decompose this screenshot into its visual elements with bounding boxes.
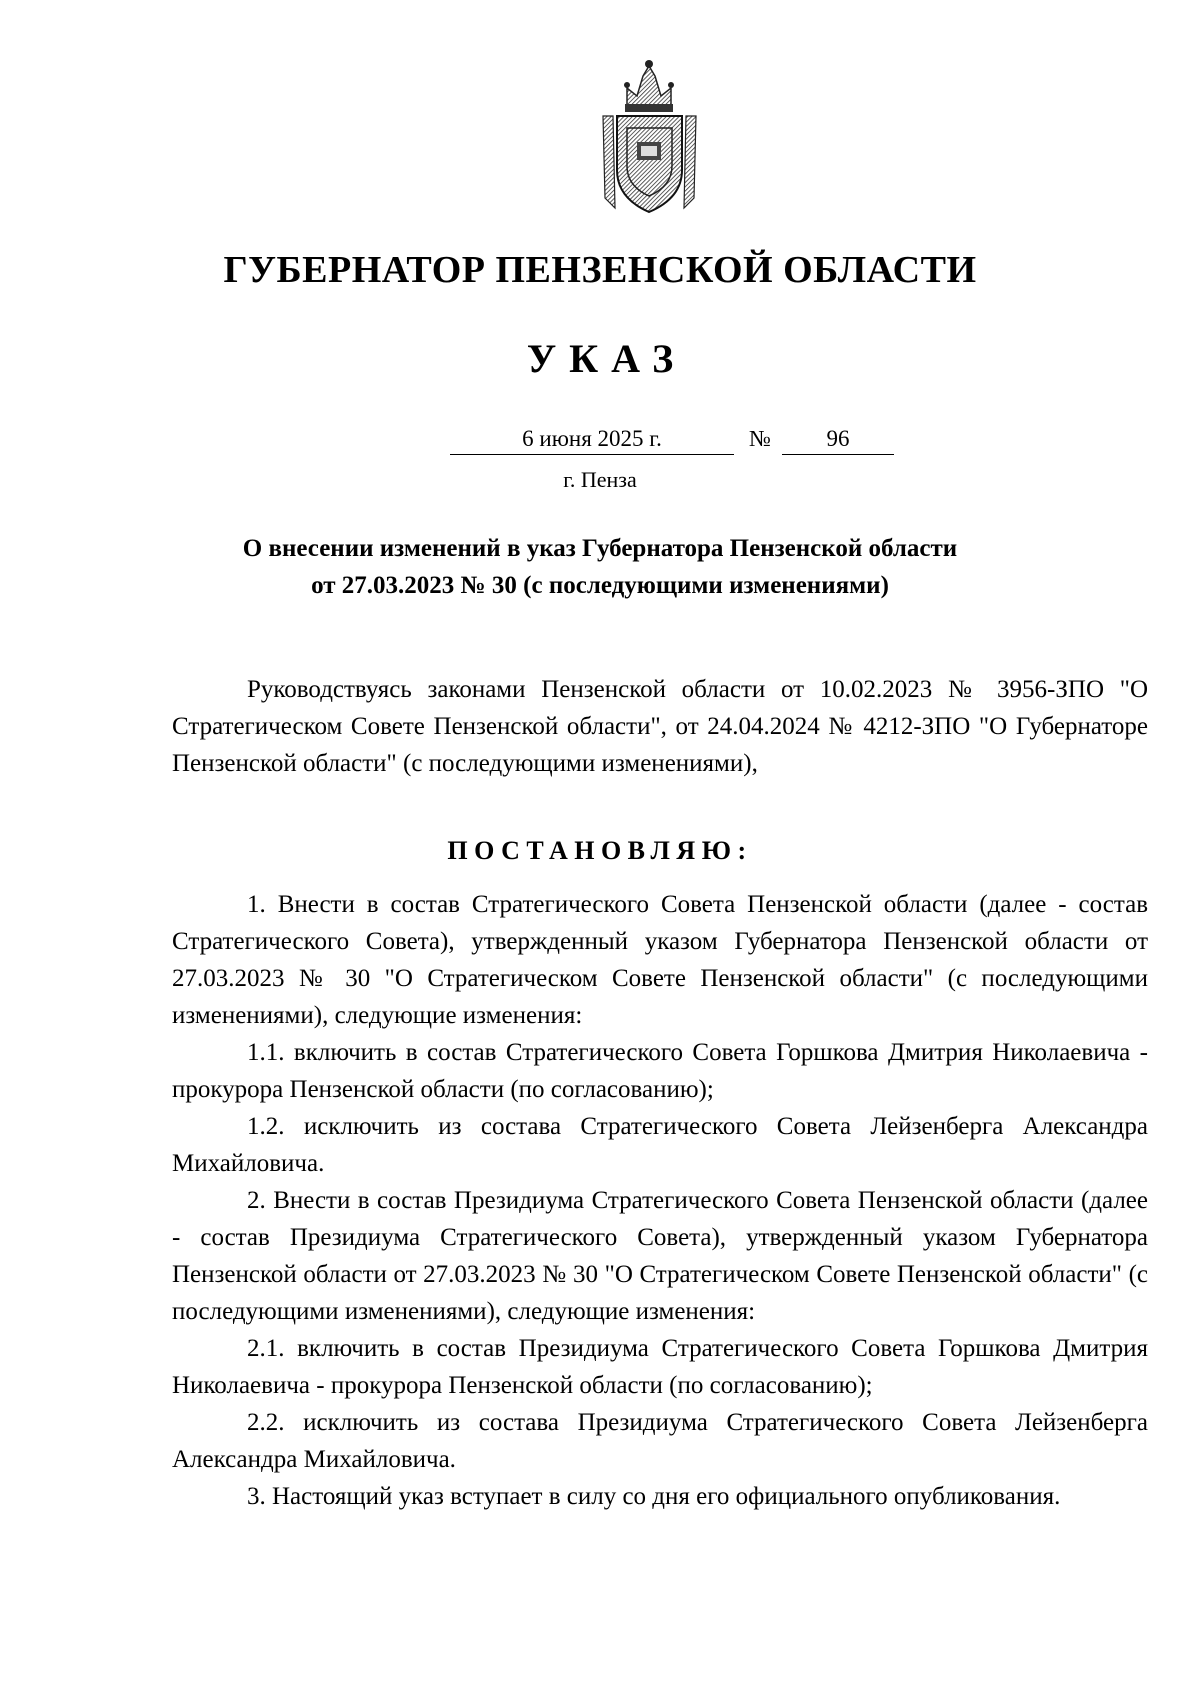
clause-1-2: 1.2. исключить из состава Стратегического Совета Лейзенберга Александра Михайловича. [172, 1113, 1148, 1177]
clause-2: 2. Внести в состав Президиума Стратегического Совета Пензенской области (далее - состав Президиума Стратегического Совета), утвержденный указом Губернатора Пензенской области от 27.03.2023 № 30 "О Стратегическом Совете Пензенской области" (с последующими изменениями), следующие изменения: [172, 1187, 1148, 1325]
title-line-2: от 27.03.2023 № 30 (с последующими изменениями) [311, 572, 889, 599]
issuing-authority: ГУБЕРНАТОР ПЕНЗЕНСКОЙ ОБЛАСТИ [223, 249, 977, 291]
clause-2-1: 2.1. включить в состав Президиума Стратегического Совета Горшкова Дмитрия Николаевича - прокурора Пензенской области (по согласованию); [172, 1335, 1148, 1399]
preamble-block [172, 671, 1148, 782]
title-line-1: О внесении изменений в указ Губернатора Пензенской области [242, 535, 958, 562]
decree-heading: ПОСТАНОВЛЯЮ: [447, 836, 753, 865]
number-sign: № [749, 426, 771, 451]
document-number: 96 [782, 424, 894, 455]
document-type: УКАЗ [526, 336, 687, 381]
preamble-paragraph: Руководствуясь законами Пензенской области от 10.02.2023 № 3956-ЗПО "О Стратегическом Совете Пензенской области", от 24.04.2024 № 4212-ЗПО "О Губернаторе Пензенской области" (с последующими изменениями), [172, 676, 1148, 777]
document-date: 6 июня 2025 г. [450, 424, 734, 455]
clause-2-2: 2.2. исключить из состава Президиума Стратегического Совета Лейзенберга Александра Михайловича. [172, 1409, 1148, 1473]
issue-city: г. Пенза [563, 467, 637, 492]
document-title [0, 530, 1200, 604]
decree-clauses [172, 886, 1148, 1515]
clause-3: 3. Настоящий указ вступает в силу со дня его официального опубликования. [247, 1483, 1061, 1510]
clause-1: 1. Внести в состав Стратегического Совета Пензенской области (далее - состав Стратегического Совета), утвержденный указом Губернатора Пензенской области от 27.03.2023 № 30 "О Стратегическом Совете Пензенской области" (с последующими изменениями), следующие изменения: [172, 891, 1148, 1029]
clause-1-1: 1.1. включить в состав Стратегического Совета Горшкова Дмитрия Николаевича - прокурора Пензенской области (по согласованию); [172, 1039, 1148, 1103]
coat-of-arms-emblem [597, 58, 702, 218]
